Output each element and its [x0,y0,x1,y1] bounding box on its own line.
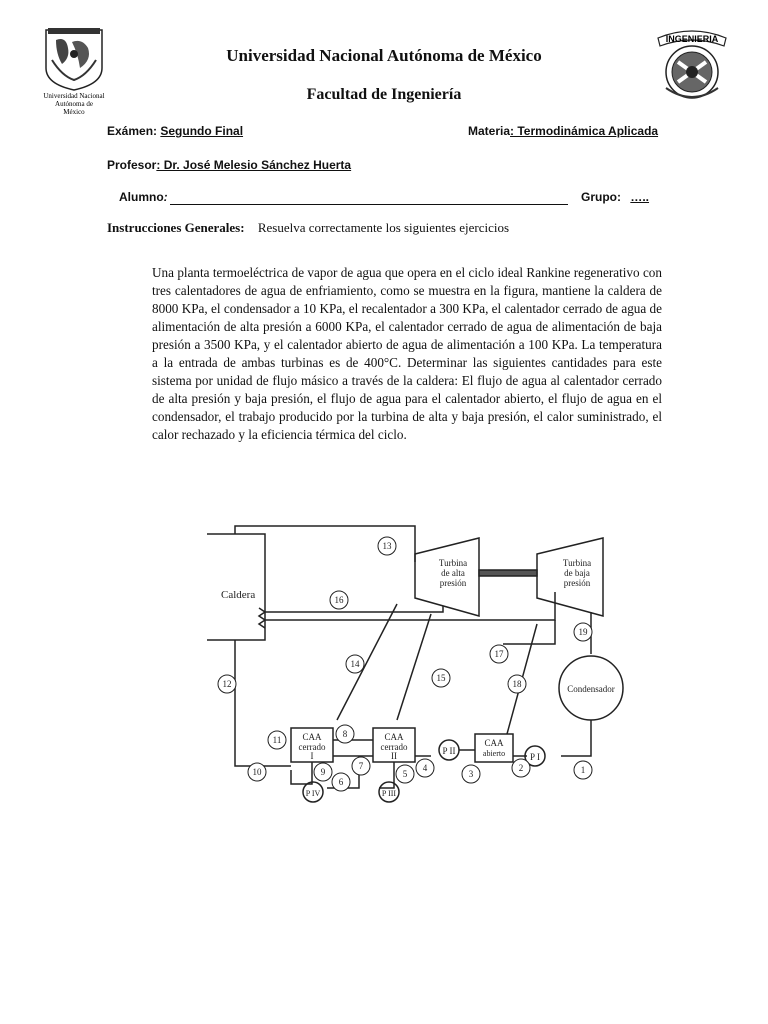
rankine-cycle-diagram [207,494,629,816]
caa1-label-1: CAA [302,732,322,742]
turbina-baja-label-1: Turbina [562,558,592,568]
svg-text:8: 8 [342,729,348,739]
state-18 [508,675,526,693]
alumno-blank-line[interactable] [170,204,568,205]
pump-p4-label: P IV [305,789,321,798]
svg-text:18: 18 [512,679,522,689]
svg-text:15: 15 [436,673,446,683]
state-4 [416,759,434,777]
caa1-label-2: cerrado [298,742,326,752]
unam-caption-3: México [63,108,85,116]
svg-text:7: 7 [358,761,364,771]
svg-text:1: 1 [580,765,586,775]
svg-text:12: 12 [222,679,232,689]
profesor-label: Profesor [107,158,157,172]
alumno-colon: : [163,190,168,204]
faculty-title: Facultad de Ingeniería [306,86,462,103]
exam-field [107,124,243,138]
caa2-label-2: cerrado [380,742,408,752]
state-1 [574,761,592,779]
state-16 [330,591,348,609]
state-5 [396,765,414,783]
turbina-alta-label-2: de alta [441,568,465,578]
caa2-label-3: II [391,751,397,761]
state-17 [490,645,508,663]
grupo-field [581,190,649,204]
instructions-text: Resuelva correctamente los siguientes ejercicios [257,220,510,235]
state-15 [432,669,450,687]
exam-label: Exámen: [107,124,158,138]
svg-text:4: 4 [422,763,428,773]
state-13 [378,537,396,555]
grupo-label: Grupo: [581,190,621,204]
state-12 [218,675,236,693]
state-14 [346,655,364,673]
problem-statement: Una planta termoeléctrica de vapor de agua que opera en el ciclo ideal Rankine regenerativo con tres calentadores de agua de enfriamiento, como se muestra en la figura, mantiene la caldera de 8000 KPa, el condensador a 10 KPa, el recalentador a 300 KPa, el calentador cerrado de agua de alimentación de alta presión a 6000 KPa, el calentador cerrado de agua de alimentación de baja presión a 3500 KPa, y el calentador abierto de agua de alimentación a 100 KPa. La temperatura a la entrada de ambas turbinas es de 400°C. Determinar las siguientes cantidades para este sistema por unidad de flujo másico a través de la caldera: El flujo de agua al calentador cerrado de alta presión y baja presión, el flujo de agua para el calentador abierto, el flujo de agua en el condensador, el trabajo producido por la turbina de alta y baja presión, el calor suministrado, el calor rechazado y la eficiencia térmica del ciclo. [152,265,662,442]
caa-abierto-label-2: abierto [482,749,506,758]
state-3 [462,765,480,783]
svg-text:13: 13 [382,541,392,551]
svg-text:3: 3 [468,769,474,779]
state-10 [248,763,266,781]
state-19 [574,623,592,641]
caa2-label-1: CAA [384,732,404,742]
svg-text:10: 10 [252,767,262,777]
svg-text:9: 9 [320,767,326,777]
caldera-box [207,534,265,640]
svg-text:17: 17 [494,649,504,659]
pump-p1-label: P I [530,752,540,762]
condensador-label: Condensador [567,684,615,694]
state-9 [314,763,332,781]
instructions-label: Instrucciones Generales: [107,220,245,235]
state-6 [332,773,350,791]
materia-field [468,124,658,138]
turbina-baja-label-2: de baja [564,568,590,578]
exam-value: Segundo Final [160,124,244,138]
svg-text:11: 11 [272,735,282,745]
svg-text:14: 14 [350,659,360,669]
unam-caption-1: Universidad Nacional [43,92,105,100]
pump-p2-label: P II [442,746,456,756]
caldera-label: Caldera [221,589,256,601]
state-7 [352,757,370,775]
unam-caption-2: Autónoma de [55,100,93,108]
caa-abierto-label-1: CAA [484,738,504,748]
profesor-field [107,158,351,172]
unam-logo [32,24,116,120]
svg-text:5: 5 [402,769,408,779]
state-2 [512,759,530,777]
university-title: Universidad Nacional Autónoma de México [226,46,542,65]
svg-text:2: 2 [518,763,524,773]
materia-value: : Termodinámica Aplicada [510,124,659,138]
svg-text:16: 16 [334,595,344,605]
alumno-field [119,190,168,204]
fi-logo-text: INGENIERIA [665,34,719,44]
grupo-value: ….. [630,190,650,204]
materia-label: Materia [468,124,511,138]
turbina-baja-label-3: presión [563,578,591,588]
instructions-row [107,220,509,236]
profesor-value: : Dr. José Melesio Sánchez Huerta [156,158,352,172]
state-8 [336,725,354,743]
pump-p3-label: P III [381,789,397,798]
alumno-label: Alumno [119,190,164,204]
state-11 [268,731,286,749]
svg-text:6: 6 [338,777,344,787]
turbina-alta-label-1: Turbina [438,558,468,568]
svg-text:19: 19 [578,627,588,637]
turbina-alta-label-3: presión [439,578,467,588]
caa1-label-3: I [310,751,314,761]
